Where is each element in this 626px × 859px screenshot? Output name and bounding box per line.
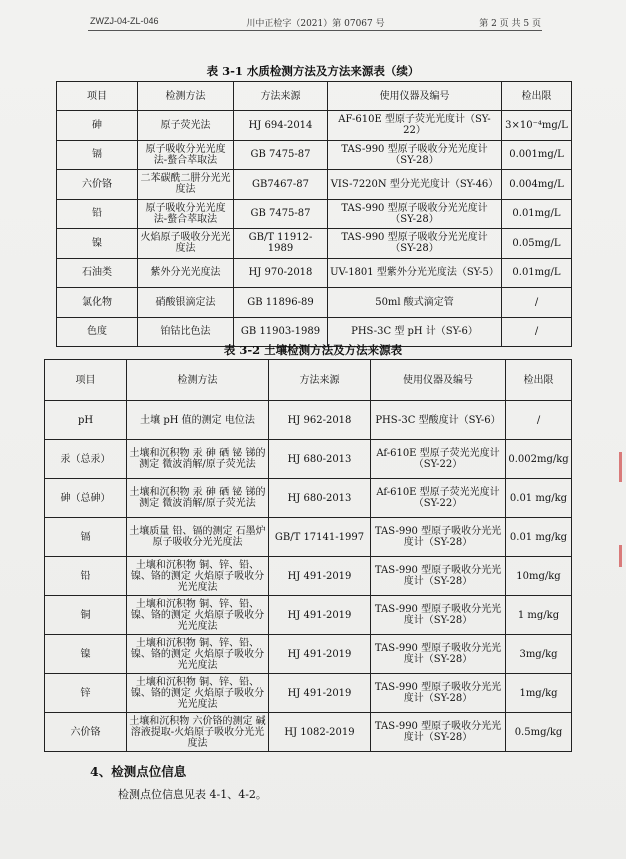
table-cell: HJ 491-2019 — [269, 596, 371, 635]
table-row — [45, 518, 572, 557]
table-cell: TAS-990 型原子吸收分光光度计（SY-28） — [371, 635, 506, 674]
header-divider — [88, 30, 542, 31]
table-cell: PHS-3C 型酸度计（SY-6） — [371, 401, 506, 440]
table-cell: 1mg/kg — [506, 674, 572, 713]
table1-caption: 表 3-1 水质检测方法及方法来源表（续） — [206, 64, 420, 78]
table-cell: HJ 962-2018 — [269, 401, 371, 440]
table-cell: 紫外分光光度法 — [138, 258, 234, 288]
scan-edge-mark — [619, 452, 622, 482]
table-cell: 1 mg/kg — [506, 596, 572, 635]
table-cell: HJ 491-2019 — [269, 557, 371, 596]
table-cell: 二苯碳酰二肼分光光度法 — [138, 170, 234, 200]
table-header-row — [57, 82, 572, 111]
table2-caption: 表 3-2 土壤检测方法及方法来源表 — [223, 343, 403, 357]
table-header-row — [45, 360, 572, 401]
page-info: 第 2 页 共 5 页 — [479, 19, 541, 29]
table-cell: 铂钴比色法 — [138, 317, 234, 347]
table-cell: HJ 970-2018 — [234, 258, 328, 288]
table-cell: 3×10⁻⁴mg/L — [502, 111, 572, 141]
table-cell: Af-610E 型原子荧光光度计（SY-22） — [371, 479, 506, 518]
table-cell: 0.01mg/L — [502, 199, 572, 229]
table-row — [45, 479, 572, 518]
table-cell: HJ 491-2019 — [269, 635, 371, 674]
table-cell: PHS-3C 型 pH 计（SY-6） — [328, 317, 502, 347]
table-cell: 汞（总汞） — [45, 440, 127, 479]
table-row — [45, 557, 572, 596]
table-cell: 0.01 mg/kg — [506, 479, 572, 518]
col-header: 方法来源 — [234, 82, 328, 111]
table-cell: 10mg/kg — [506, 557, 572, 596]
table-cell: UV-1801 型紫外分光光度法（SY-5） — [328, 258, 502, 288]
section-body: 检测点位信息见表 4-1、4-2。 — [118, 788, 267, 801]
soil-methods-table — [44, 359, 572, 752]
table-cell: VIS-7220N 型分光光度计（SY-46） — [328, 170, 502, 200]
table-cell: 土壤和沉积物 汞 砷 硒 铋 锑的测定 微波消解/原子荧光法 — [127, 479, 269, 518]
table-row — [45, 596, 572, 635]
table-row — [57, 170, 572, 200]
section-title: 4、检测点位信息 — [90, 764, 187, 779]
table-cell: GB 11903-1989 — [234, 317, 328, 347]
table-cell: 原子吸收分光光度法-螯合萃取法 — [138, 140, 234, 170]
table-cell: 土壤和沉积物 铜、锌、铅、镍、铬的测定 火焰原子吸收分光光度法 — [127, 557, 269, 596]
table-cell: 原子荧光法 — [138, 111, 234, 141]
doc-code: ZWZJ-04-ZL-046 — [90, 16, 159, 26]
col-header: 检测方法 — [138, 82, 234, 111]
table-cell: 土壤和沉积物 铜、锌、铅、镍、铬的测定 火焰原子吸收分光光度法 — [127, 596, 269, 635]
col-header: 检测方法 — [127, 360, 269, 401]
table-cell: 土壤质量 铅、镉的测定 石墨炉原子吸收分光光度法 — [127, 518, 269, 557]
table-row — [57, 199, 572, 229]
table-cell: 铅 — [45, 557, 127, 596]
report-number: 川中正检字（2021）第 07067 号 — [246, 19, 385, 29]
table-row — [45, 440, 572, 479]
table-cell: 砷（总砷） — [45, 479, 127, 518]
table-row — [57, 140, 572, 170]
table-cell: TAS-990 型原子吸收分光光度计（SY-28） — [371, 518, 506, 557]
scan-edge-mark — [619, 545, 622, 567]
table-cell: 0.05mg/L — [502, 229, 572, 259]
table-cell: 土壤和沉积物 汞 砷 硒 铋 锑的测定 微波消解/原子荧光法 — [127, 440, 269, 479]
table-cell: 0.5mg/kg — [506, 713, 572, 752]
table-cell: AF-610E 型原子荧光光度计（SY-22） — [328, 111, 502, 141]
table-row — [57, 111, 572, 141]
table-cell: 0.004mg/L — [502, 170, 572, 200]
table-cell: HJ 694-2014 — [234, 111, 328, 141]
table-row — [45, 401, 572, 440]
table-cell: 色度 — [57, 317, 138, 347]
table-cell: 铜 — [45, 596, 127, 635]
table-row — [57, 229, 572, 259]
table-cell: GB/T 17141-1997 — [269, 518, 371, 557]
table-cell: 火焰原子吸收分光光度法 — [138, 229, 234, 259]
table-cell: GB 11896-89 — [234, 288, 328, 318]
table-cell: 硝酸银滴定法 — [138, 288, 234, 318]
table-cell: 六价铬 — [57, 170, 138, 200]
table-cell: 土壤和沉积物 铜、锌、铅、镍、铬的测定 火焰原子吸收分光光度法 — [127, 635, 269, 674]
table-cell: 0.01mg/L — [502, 258, 572, 288]
col-header: 使用仪器及编号 — [371, 360, 506, 401]
table-cell: 土壤 pH 值的测定 电位法 — [127, 401, 269, 440]
table-cell: 0.002mg/kg — [506, 440, 572, 479]
table-cell: 镉 — [45, 518, 127, 557]
table-cell: / — [502, 317, 572, 347]
table-cell: 铅 — [57, 199, 138, 229]
table-cell: HJ 680-2013 — [269, 479, 371, 518]
table-cell: 六价铬 — [45, 713, 127, 752]
table-row — [57, 258, 572, 288]
table-cell: TAS-990 型原子吸收分光光度计（SY-28） — [328, 229, 502, 259]
table-cell: 0.01 mg/kg — [506, 518, 572, 557]
table-cell: GB 7475-87 — [234, 140, 328, 170]
table-cell: pH — [45, 401, 127, 440]
table-cell: / — [506, 401, 572, 440]
table-cell: TAS-990 型原子吸收分光光度计（SY-28） — [328, 199, 502, 229]
table-cell: TAS-990 型原子吸收分光光度计（SY-28） — [371, 557, 506, 596]
table-cell: Af-610E 型原子荧光光度计（SY-22） — [371, 440, 506, 479]
table-cell: 镍 — [57, 229, 138, 259]
page-header — [90, 12, 541, 32]
table-cell: 石油类 — [57, 258, 138, 288]
table-row — [57, 288, 572, 318]
table-cell: TAS-990 型原子吸收分光光度计（SY-28） — [371, 713, 506, 752]
table-cell: GB/T 11912-1989 — [234, 229, 328, 259]
table-cell: 50ml 酸式滴定管 — [328, 288, 502, 318]
col-header: 方法来源 — [269, 360, 371, 401]
table-cell: GB7467-87 — [234, 170, 328, 200]
col-header: 使用仪器及编号 — [328, 82, 502, 111]
table-cell: 砷 — [57, 111, 138, 141]
table-cell: TAS-990 型原子吸收分光光度计（SY-28） — [371, 596, 506, 635]
table-cell: 氯化物 — [57, 288, 138, 318]
table-cell: 镉 — [57, 140, 138, 170]
table-cell: 3mg/kg — [506, 635, 572, 674]
col-header: 项目 — [57, 82, 138, 111]
table-cell: / — [502, 288, 572, 318]
col-header: 检出限 — [506, 360, 572, 401]
table-cell: HJ 491-2019 — [269, 674, 371, 713]
table-row — [45, 674, 572, 713]
col-header: 检出限 — [502, 82, 572, 111]
table-row — [45, 713, 572, 752]
water-methods-table — [56, 81, 572, 347]
table-cell: 0.001mg/L — [502, 140, 572, 170]
table-cell: 锌 — [45, 674, 127, 713]
table-cell: TAS-990 型原子吸收分光光度计（SY-28） — [371, 674, 506, 713]
table-row — [45, 635, 572, 674]
table-cell: 土壤和沉积物 铜、锌、铅、镍、铬的测定 火焰原子吸收分光光度法 — [127, 674, 269, 713]
table-cell: TAS-990 型原子吸收分光光度计（SY-28） — [328, 140, 502, 170]
table-cell: 土壤和沉积物 六价铬的测定 碱溶液提取-火焰原子吸收分光光度法 — [127, 713, 269, 752]
table-cell: 镍 — [45, 635, 127, 674]
table-cell: HJ 680-2013 — [269, 440, 371, 479]
table-cell: GB 7475-87 — [234, 199, 328, 229]
table-cell: HJ 1082-2019 — [269, 713, 371, 752]
table-cell: 原子吸收分光光度法-螯合萃取法 — [138, 199, 234, 229]
col-header: 项目 — [45, 360, 127, 401]
